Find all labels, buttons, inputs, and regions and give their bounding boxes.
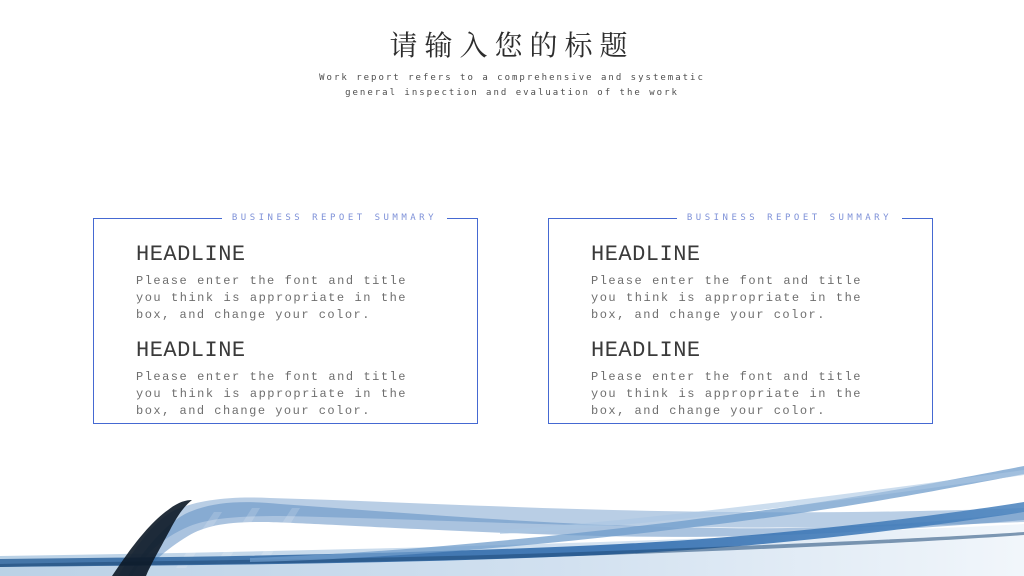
headline-text: HEADLINE (136, 242, 246, 267)
title-block (0, 28, 1024, 101)
card-content (94, 219, 477, 420)
slide-title: 请输入您的标题 (389, 29, 635, 62)
summary-card-right (548, 213, 933, 424)
slide-subtitle (0, 71, 1024, 101)
card-tag: BUSINESS REPOET SUMMARY (677, 212, 902, 225)
slide-subtitle-line-2: general inspection and evaluation of the work (345, 88, 679, 98)
card-section (136, 243, 407, 324)
slide-subtitle-line-1: Work report refers to a comprehensive and systematic (319, 73, 705, 83)
wave-decoration (0, 456, 1024, 576)
card-content (549, 219, 932, 420)
body-text: Please enter the font and title you think is appropriate in the box, and change your color. (136, 370, 407, 418)
headline-text: HEADLINE (591, 242, 701, 267)
card-section (591, 339, 862, 420)
body-text: Please enter the font and title you think is appropriate in the box, and change your color. (591, 370, 862, 418)
body-text: Please enter the font and title you think is appropriate in the box, and change your color. (136, 274, 407, 322)
summary-card-left (93, 213, 478, 424)
card-section (136, 339, 407, 420)
card-tag: BUSINESS REPOET SUMMARY (222, 212, 447, 225)
body-text: Please enter the font and title you think is appropriate in the box, and change your color. (591, 274, 862, 322)
headline-text: HEADLINE (591, 338, 701, 363)
headline-text: HEADLINE (136, 338, 246, 363)
card-section (591, 243, 862, 324)
